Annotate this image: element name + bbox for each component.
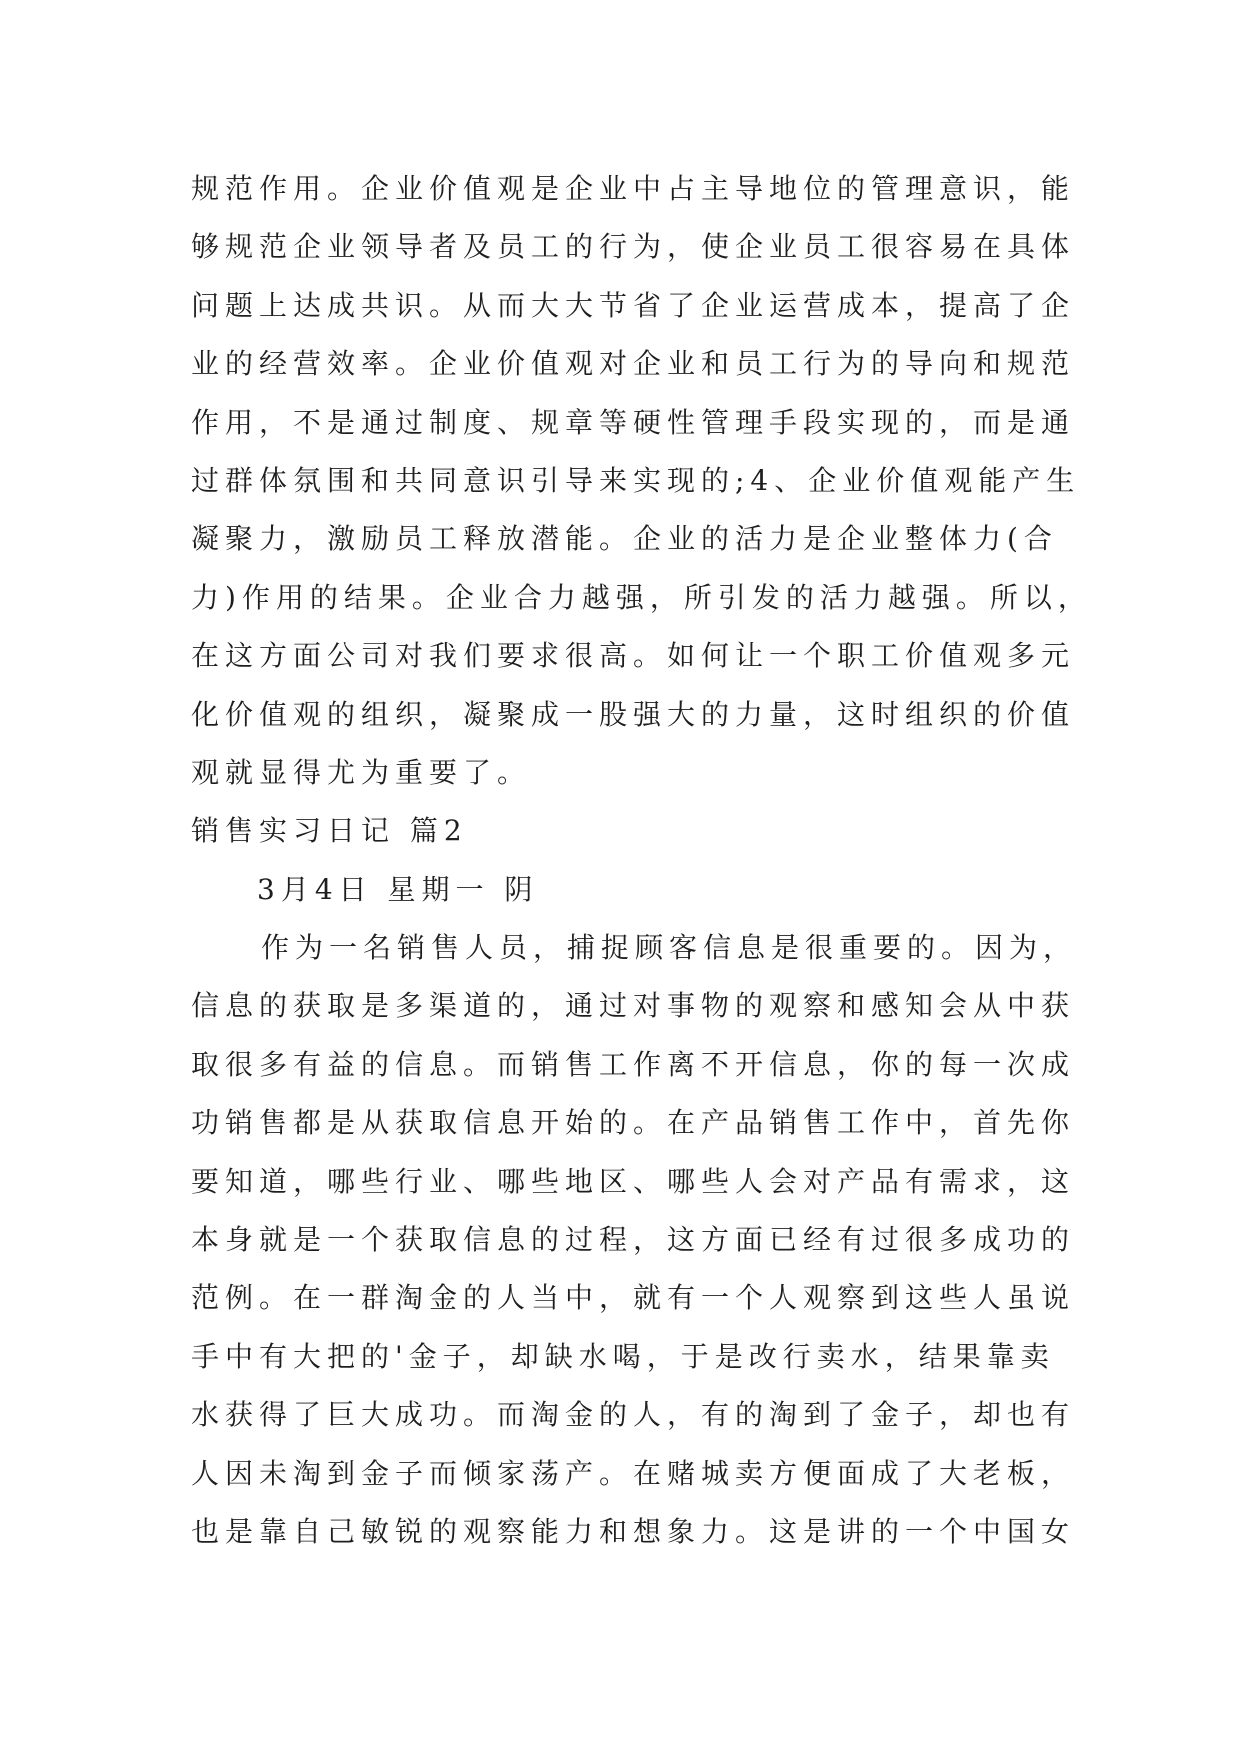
body-text-line: 功销售都是从获取信息开始的。在产品销售工作中，首先你 [191, 1106, 1076, 1140]
body-text-line: 作用，不是通过制度、规章等硬性管理手段实现的，而是通 [191, 405, 1076, 439]
body-text-line: 化价值观的组织，凝聚成一股强大的力量，这时组织的价值 [191, 697, 1076, 731]
body-text-line: 观就显得尤为重要了。 [191, 755, 532, 789]
body-text-line: 业的经营效率。企业价值观对企业和员工行为的导向和规范 [191, 347, 1076, 381]
section-heading: 销售实习日记 篇2 [191, 814, 468, 848]
body-text-line: 要知道，哪些行业、哪些地区、哪些人会对产品有需求，这 [191, 1164, 1076, 1198]
body-text-line: 本身就是一个获取信息的过程，这方面已经有过很多成功的 [191, 1223, 1076, 1257]
body-text-line: 范例。在一群淘金的人当中，就有一个人观察到这些人虽说 [191, 1281, 1076, 1315]
body-text-line: 取很多有益的信息。而销售工作离不开信息，你的每一次成 [191, 1047, 1076, 1081]
body-text-line: 规范作用。企业价值观是企业中占主导地位的管理意识，能 [191, 172, 1076, 205]
body-text-line: 问题上达成共识。从而大大节省了企业运营成本，提高了企 [191, 288, 1076, 322]
body-text-line: 也是靠自己敏锐的观察能力和想象力。这是讲的一个中国女 [191, 1514, 1076, 1548]
body-text-line: 人因未淘到金子而倾家荡产。在赌城卖方便面成了大老板， [191, 1456, 1076, 1490]
body-text-line: 够规范企业领导者及员工的行为，使企业员工很容易在具体 [191, 230, 1076, 264]
body-text-line: 信息的获取是多渠道的，通过对事物的观察和感知会从中获 [191, 989, 1076, 1023]
body-text-line: 过群体氛围和共同意识引导来实现的;4、企业价值观能产生 [191, 463, 1081, 497]
body-text-line: 在这方面公司对我们要求很高。如何让一个职工价值观多元 [191, 639, 1076, 673]
body-text-line: 作为一名销售人员，捕捉顾客信息是很重要的。因为， [261, 931, 1078, 965]
body-text-line: 凝聚力，激励员工释放潜能。企业的活力是企业整体力(合 [191, 522, 1058, 556]
diary-date-line: 3月4日 星期一 阴 [257, 872, 539, 906]
body-text-line: 水获得了巨大成功。而淘金的人，有的淘到了金子，却也有 [191, 1398, 1076, 1432]
body-text-line: 手中有大把的'金子，却缺水喝，于是改行卖水，结果靠卖 [191, 1339, 1055, 1373]
body-text-line: 力)作用的结果。企业合力越强，所引发的活力越强。所以， [191, 580, 1092, 614]
document-body [191, 160, 1091, 1561]
